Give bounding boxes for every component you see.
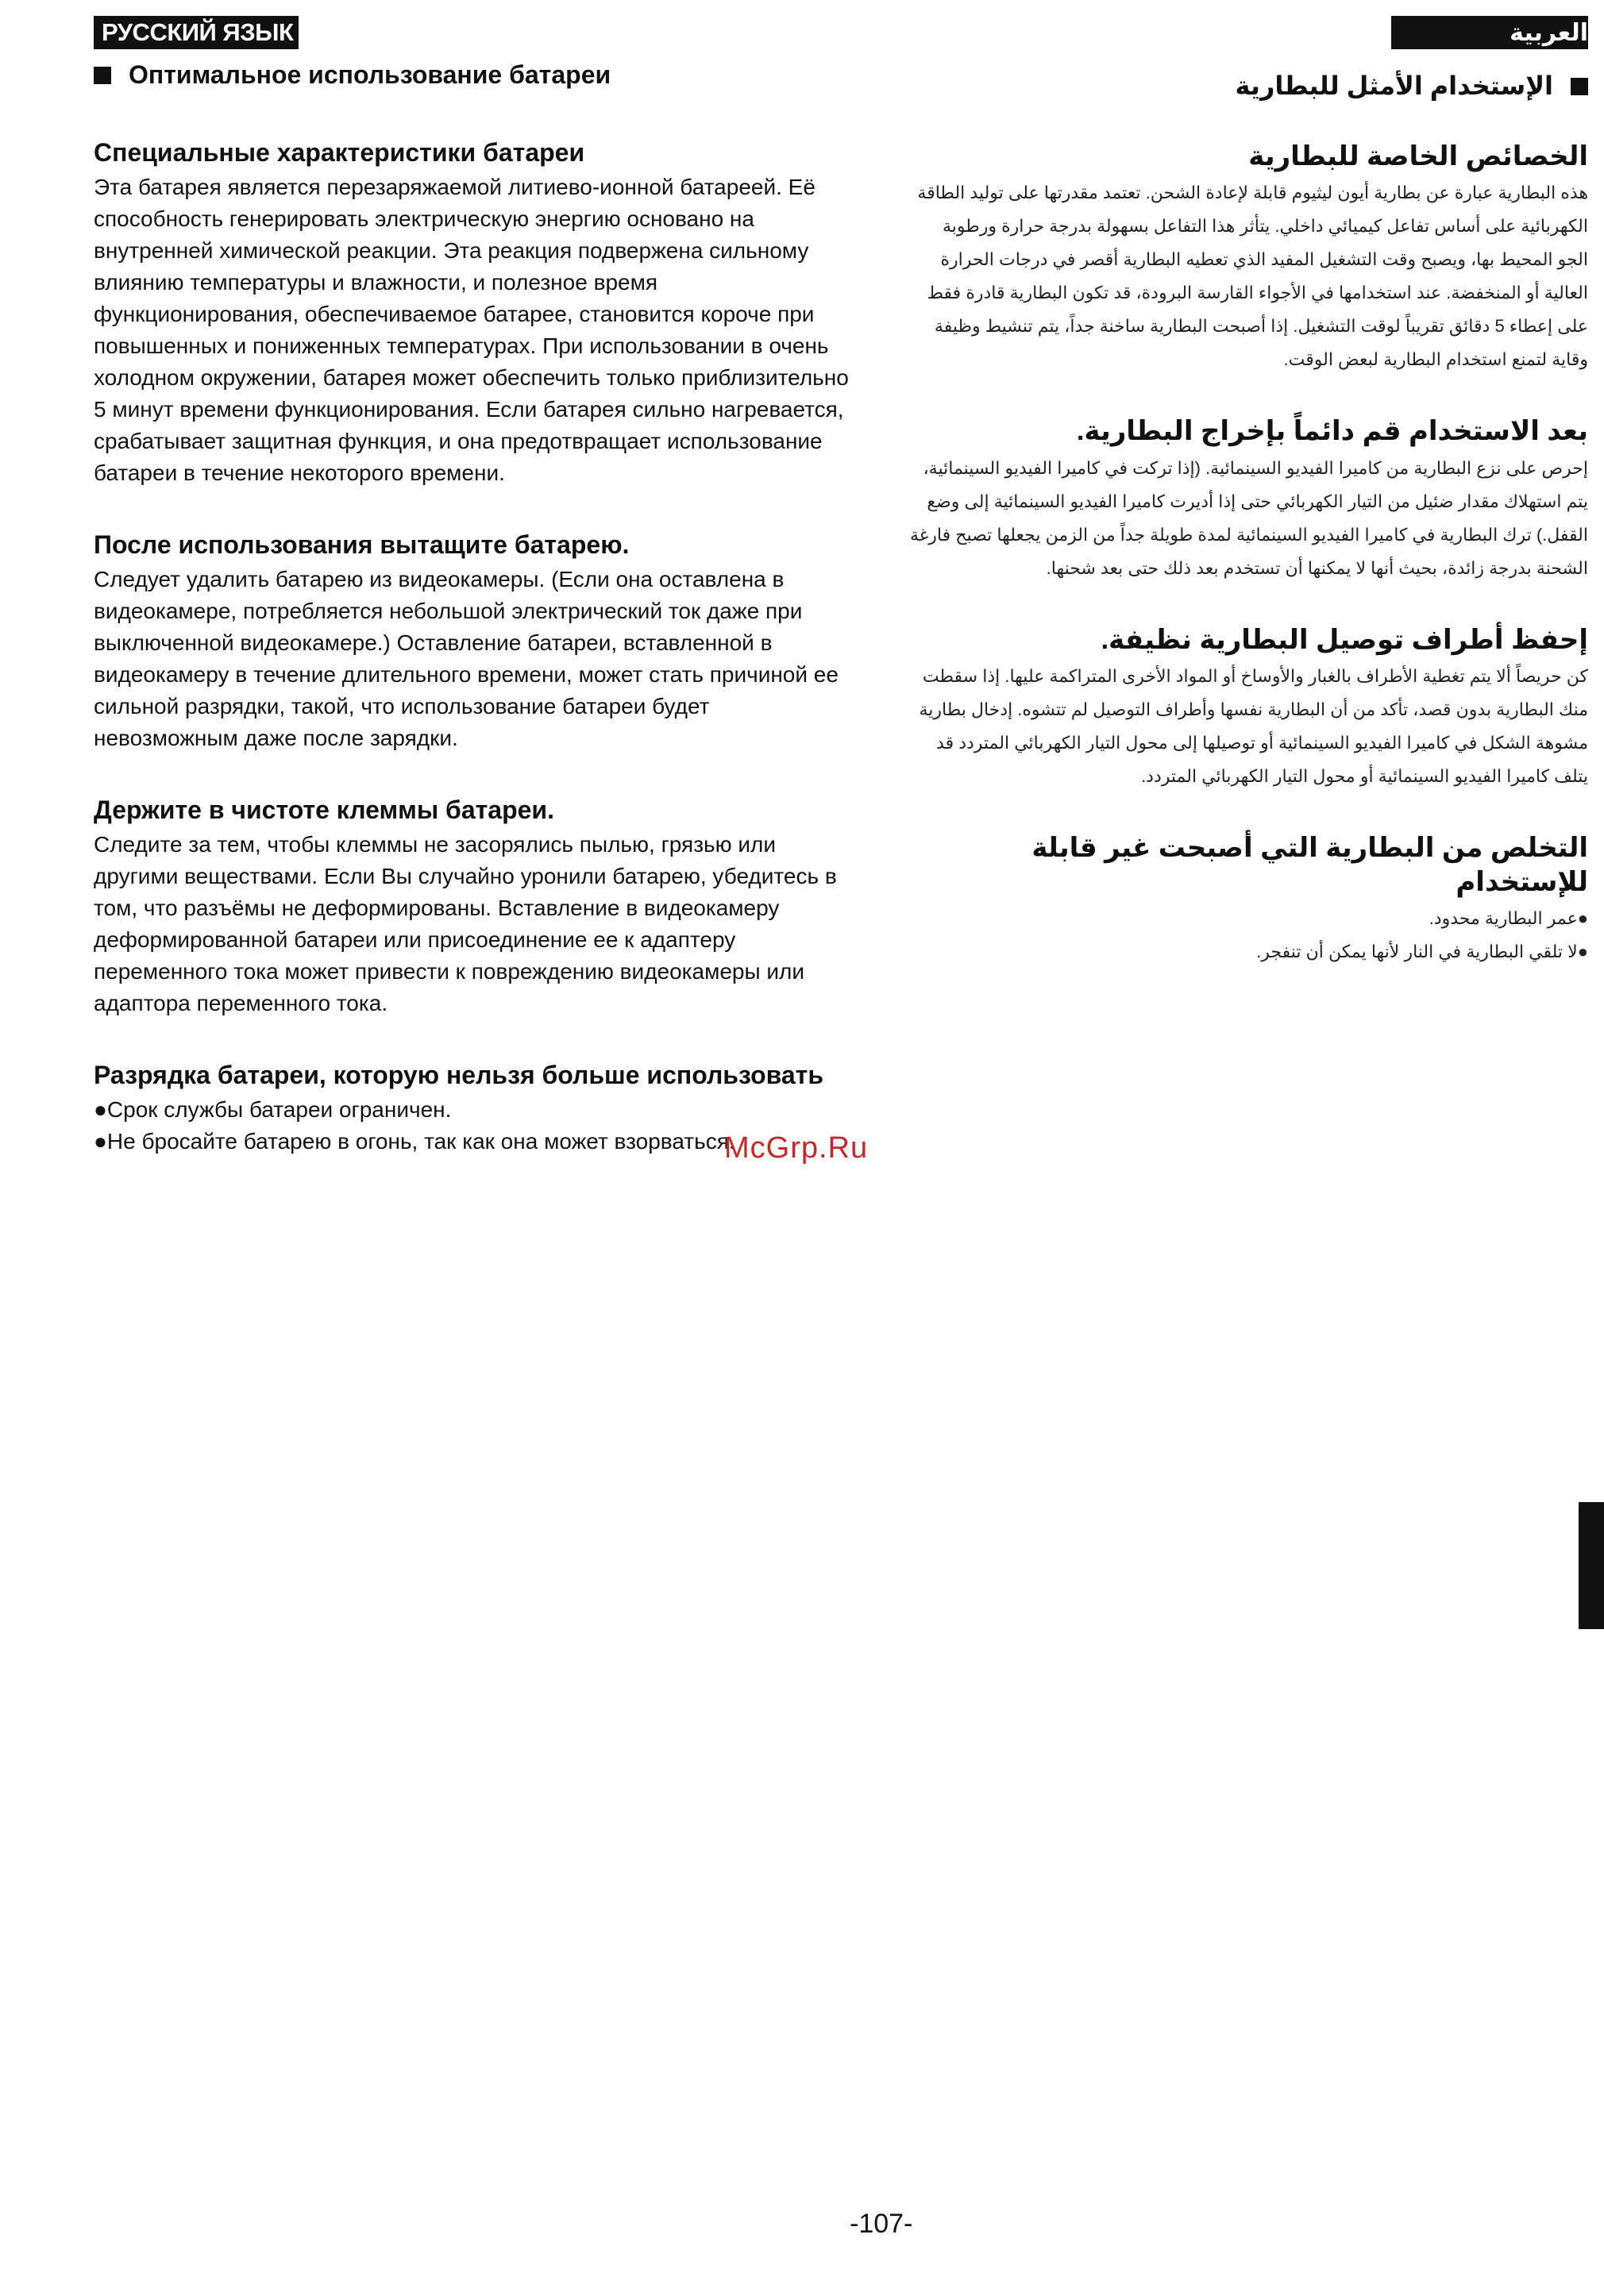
section-heading: После использования вытащите батарею. — [94, 530, 630, 559]
section-heading: Специальные характеристики батареи — [94, 137, 585, 167]
list-item: ●Не бросайте батарею в огонь, так как она может взорваться. — [94, 1128, 735, 1154]
ar-section-disposal — [909, 831, 1588, 969]
section-text: هذه البطارية عبارة عن بطارية أيون ليثيوم قابلة لإعادة الشحن. تعتمد مقدرتها على توليد الطاقة الكهربائية على أساس تفاعل كيميائي داخلي. يتأثر هذا التفاعل بسهولة بدرجة حرارة ورطوبة الجو المحيط بها، ويصبح وقت التشغيل المفيد الذي تعطيه البطارية أقصر في درجات الحرارة العالية أو المنخفضة. عند استخدامها في الأجواء القارسة البرودة، قد تكون البطارية قادرة فقط على إعطاء 5 دقائق تقريباً لوقت التشغيل. إذا أصبحت البطارية ساخنة جداً، يتم تنشيط وظيفة وقاية لتمنع استخدام البطارية لبعض الوقت. — [917, 183, 1588, 370]
section-text: Эта батарея является перезаряжаемой литиево-ионной батареей. Её способность генерировать электрическую энергию основано на внутренней химической реакции. Эта реакция подвержена сильному влиянию температуры и влажности, и полезное время функционирования, обеспечиваемое батарее, становится короче при повышенных и пониженных температурах. При использовании в очень холодном окружении, батарея может обеспечить только приблизительно 5 минут времени функционирования. Если батарея сильно нагревается, срабатывает защитная функция, и она предотвращает использование батареи в течение некоторого времени. — [94, 174, 849, 485]
square-bullet-icon — [1571, 78, 1588, 95]
section-text: Следует удалить батарею из видеокамеры. (Если она оставлена в видеокамере, потребляется небольшой электрический ток даже при выключенной видеокамере.) Оставление батареи, вставленной в видеокамеру в течение длительного времени, может стать причиной ее сильной разрядки, такой, что использование батареи будет невозможным даже после зарядки. — [94, 566, 839, 750]
square-bullet-icon — [94, 67, 111, 84]
page-number: -107- — [850, 2209, 913, 2239]
section-text: كن حريصاً ألا يتم تغطية الأطراف بالغبار والأوساخ أو المواد الأخرى المتراكمة عليها. إذا سقطت منك البطارية بدون قصد، تأكد من أن البطارية نفسها وأطراف التوصيل لم تتشوه. إدخال بطارية مشوهة الشكل في كاميرا الفيديو السينمائية أو توصيلها إلى محول التيار الكهربائي المتردد قد يتلف كاميرا الفيديو السينمائية أو محول التيار الكهربائي المتردد. — [919, 666, 1588, 787]
arabic-main-title — [909, 70, 1588, 103]
list-item: ●لا تلقي البطارية في النار لأنها يمكن أن تنفجر. — [1256, 942, 1588, 962]
russian-main-title — [94, 59, 856, 92]
ar-section-characteristics — [909, 140, 1588, 377]
section-heading: إحفظ أطراف توصيل البطارية نظيفة. — [1101, 624, 1588, 655]
section-text: إحرص على نزع البطارية من كاميرا الفيديو السينمائية. (إذا تركت في كاميرا الفيديو السينمائية، يتم استهلاك مقدار ضئيل من التيار الكهربائي حتى إذا أديرت كاميرا الفيديو السينمائية إلى وضع القفل.) ترك البطارية في كاميرا الفيديو السينمائية لمدة طويلة جداً من الزمن يجعلها تصبح فارغة الشحنة بدرجة زائدة، بحيث أنها لا يمكنها أن تستخدم بعد ذلك حتى بعد شحنها. — [909, 457, 1588, 578]
ru-section-clean-terminals — [94, 794, 856, 1019]
ru-section-characteristics — [94, 137, 856, 489]
section-text: Следите за тем, чтобы клеммы не засорялись пылью, грязью или другими веществами. Если Вы случайно уронили батарею, убедитесь в том, что разъёмы не деформированы. Вставление в видеокамеру деформированной батареи или присоединение ее к адаптеру переменного тока может привести к повреждению видеокамеры или адаптора переменного тока. — [94, 831, 837, 1015]
section-heading: بعد الاستخدام قم دائماً بإخراج البطارية. — [1076, 416, 1588, 447]
ar-section-clean-terminals — [909, 623, 1588, 794]
bullet-list — [909, 902, 1588, 969]
list-item: ●Срок службы батареи ограничен. — [94, 1096, 452, 1122]
section-heading: الخصائص الخاصة للبطارية — [1248, 141, 1588, 171]
arabic-column — [909, 59, 1588, 969]
ru-section-remove-battery — [94, 529, 856, 754]
arabic-language-tab: العربية — [1391, 16, 1588, 49]
list-item: ●عمر البطارية محدود. — [1429, 908, 1588, 929]
page-edge-marker — [1579, 1502, 1604, 1629]
ar-section-remove-battery — [909, 414, 1588, 585]
russian-title-text: Оптимальное использование батареи — [129, 60, 611, 89]
section-heading: التخلص من البطارية التي أصبحت غير قابلة للإستخدام — [1031, 833, 1588, 897]
watermark: McGrp.Ru — [724, 1131, 869, 1165]
section-heading: Держите в чистоте клеммы батареи. — [94, 795, 554, 824]
russian-language-tab: РУССКИЙ ЯЗЫК — [94, 16, 299, 49]
section-heading: Разрядка батареи, которую нельзя больше использовать — [94, 1060, 823, 1089]
arabic-title-text: الإستخدام الأمثل للبطارية — [1235, 71, 1553, 100]
russian-column — [94, 59, 856, 1158]
